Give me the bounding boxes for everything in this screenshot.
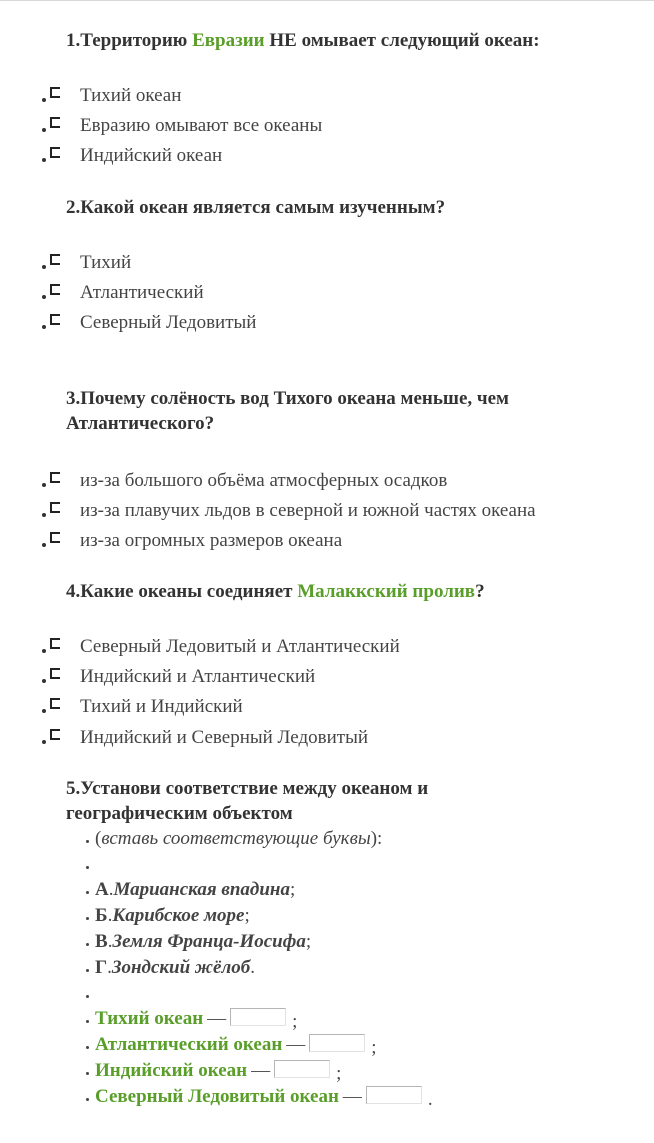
object-name: Зондский жёлоб xyxy=(111,957,251,978)
object-letter: В xyxy=(95,931,108,952)
instruction-paren-close: ): xyxy=(370,828,383,849)
top-divider xyxy=(0,0,654,1)
dash: — xyxy=(251,1060,271,1081)
bullet-dot xyxy=(86,891,89,894)
ocean-name: Тихий океан xyxy=(95,1008,204,1029)
bullet-dot xyxy=(86,1020,89,1023)
option-label: Северный Ледовитый и Атлантический xyxy=(80,636,400,657)
option-label: Евразию омывают все океаны xyxy=(80,115,323,136)
object-letter: А xyxy=(95,879,109,900)
ocean-indian-row xyxy=(86,1058,341,1084)
row-end: ; xyxy=(371,1037,377,1058)
bullet-dot xyxy=(42,679,46,683)
bullet-dot xyxy=(86,917,89,920)
question-4-title-start: 4.Какие океаны соединяет xyxy=(66,581,298,602)
object-g xyxy=(86,955,255,981)
question-5-title-line-2: географическим объектом xyxy=(66,803,293,824)
bullet-dot xyxy=(42,265,46,269)
option-label: Индийский и Атлантический xyxy=(80,666,316,687)
question-4-option-4[interactable] xyxy=(42,724,368,752)
option-label: Северный Ледовитый xyxy=(80,312,257,333)
object-end: . xyxy=(250,957,255,978)
dash: — xyxy=(342,1086,362,1107)
dash: — xyxy=(207,1008,227,1029)
option-label: Атлантический xyxy=(80,282,204,303)
question-2-option-2[interactable] xyxy=(42,279,204,307)
question-5-title xyxy=(66,776,428,826)
checkbox-icon[interactable] xyxy=(50,87,60,98)
bullet-dot xyxy=(42,543,46,547)
bullet-dot xyxy=(42,740,46,744)
ocean-name: Атлантический океан xyxy=(95,1034,283,1055)
option-label: из-за плавучих льдов в северной и южной частях океана xyxy=(80,500,536,521)
checkbox-icon[interactable] xyxy=(50,117,60,128)
object-name: Земля Франца-Иосифа xyxy=(112,931,306,952)
question-2-option-1[interactable] xyxy=(42,249,131,277)
bullet-dot xyxy=(42,483,46,487)
question-2-title: 2.Какой океан является самым изученным? xyxy=(66,197,446,218)
question-3-title xyxy=(66,386,509,436)
bullet-dot xyxy=(86,840,89,843)
bullet-dot xyxy=(86,1046,89,1049)
option-label: Тихий океан xyxy=(80,85,182,106)
bullet-dot xyxy=(86,1072,89,1075)
question-4-highlight: Малаккский пролив xyxy=(297,581,476,602)
object-letter: Б xyxy=(95,905,108,926)
object-v xyxy=(86,929,311,955)
ocean-name: Северный Ледовитый океан xyxy=(95,1086,339,1107)
ocean-arctic-row xyxy=(86,1084,433,1110)
bullet-dot xyxy=(86,1098,89,1101)
empty-bullet-line xyxy=(86,981,95,1007)
checkbox-icon[interactable] xyxy=(50,638,60,649)
object-end: ; xyxy=(305,931,312,952)
question-5-instruction xyxy=(86,826,382,852)
dash: — xyxy=(286,1034,306,1055)
checkbox-icon[interactable] xyxy=(50,472,60,483)
bullet-dot xyxy=(42,295,46,299)
question-3-option-3[interactable] xyxy=(42,527,342,555)
bullet-dot xyxy=(86,995,89,998)
bullet-dot xyxy=(86,943,89,946)
question-4-option-3[interactable] xyxy=(42,693,243,721)
empty-bullet-line xyxy=(86,852,95,878)
question-4-option-2[interactable] xyxy=(42,663,315,691)
question-3-option-1[interactable] xyxy=(42,467,447,495)
question-3-title-line-2: Атлантического? xyxy=(66,413,215,434)
answer-blank-indian[interactable] xyxy=(274,1060,330,1078)
checkbox-icon[interactable] xyxy=(50,532,60,543)
checkbox-icon[interactable] xyxy=(50,502,60,513)
answer-blank-atlantic[interactable] xyxy=(309,1034,365,1052)
option-label: Тихий xyxy=(80,252,132,273)
ocean-pacific-row xyxy=(86,1006,297,1032)
ocean-atlantic-row xyxy=(86,1032,377,1058)
object-a xyxy=(86,877,295,903)
option-label: Индийский и Северный Ледовитый xyxy=(80,727,369,748)
object-sep: . xyxy=(107,957,112,978)
object-end: ; xyxy=(244,905,250,926)
bullet-dot xyxy=(42,325,46,329)
checkbox-icon[interactable] xyxy=(50,147,60,158)
bullet-dot xyxy=(42,158,46,162)
row-end: ; xyxy=(336,1063,342,1084)
instruction-paren-open: ( xyxy=(95,828,102,849)
question-1-option-2[interactable] xyxy=(42,112,322,140)
question-1-title-start: 1.Территорию xyxy=(66,30,193,51)
checkbox-icon[interactable] xyxy=(50,284,60,295)
checkbox-icon[interactable] xyxy=(50,698,60,709)
bullet-dot xyxy=(86,866,89,869)
ocean-name: Индийский океан xyxy=(95,1060,248,1081)
option-label: Индийский океан xyxy=(80,145,223,166)
object-end: ; xyxy=(289,879,296,900)
bullet-dot xyxy=(86,969,89,972)
question-4-option-1[interactable] xyxy=(42,633,400,661)
option-label: из-за огромных размеров океана xyxy=(80,530,343,551)
bullet-dot xyxy=(42,98,46,102)
question-3-option-2[interactable] xyxy=(42,497,536,525)
question-4-title-end: ? xyxy=(475,581,485,602)
question-3-title-line-1: 3.Почему солёность вод Тихого океана меньше, чем xyxy=(66,388,509,409)
row-end: . xyxy=(427,1089,433,1110)
instruction-text: вставь соответствующие буквы xyxy=(101,828,371,849)
question-1-title-end: НЕ омывает следующий океан: xyxy=(264,30,540,51)
object-b xyxy=(86,903,250,929)
question-1-title xyxy=(66,28,540,53)
answer-blank-pacific[interactable] xyxy=(230,1008,286,1026)
object-name: Карибское море xyxy=(112,905,245,926)
question-1-highlight: Евразии xyxy=(192,30,265,51)
object-name: Марианская впадина xyxy=(113,879,290,900)
bullet-dot xyxy=(42,649,46,653)
question-2-option-3[interactable] xyxy=(42,309,256,337)
checkbox-icon[interactable] xyxy=(50,254,60,265)
object-sep: . xyxy=(107,905,113,926)
checkbox-icon[interactable] xyxy=(50,668,60,679)
object-letter: Г xyxy=(95,957,108,978)
option-label: Тихий и Индийский xyxy=(80,696,243,717)
object-sep: . xyxy=(107,931,113,952)
checkbox-icon[interactable] xyxy=(50,729,60,740)
bullet-dot xyxy=(42,709,46,713)
question-1-option-1[interactable] xyxy=(42,82,181,110)
object-sep: . xyxy=(108,879,114,900)
checkbox-icon[interactable] xyxy=(50,314,60,325)
question-1-option-3[interactable] xyxy=(42,142,222,170)
bullet-dot xyxy=(42,513,46,517)
row-end: ; xyxy=(292,1011,298,1032)
answer-blank-arctic[interactable] xyxy=(366,1086,422,1104)
option-label: из-за большого объёма атмосферных осадков xyxy=(80,470,448,491)
bullet-dot xyxy=(42,128,46,132)
question-4-title xyxy=(66,579,485,604)
question-5-title-line-1: 5.Установи соответствие между океаном и xyxy=(66,778,429,799)
